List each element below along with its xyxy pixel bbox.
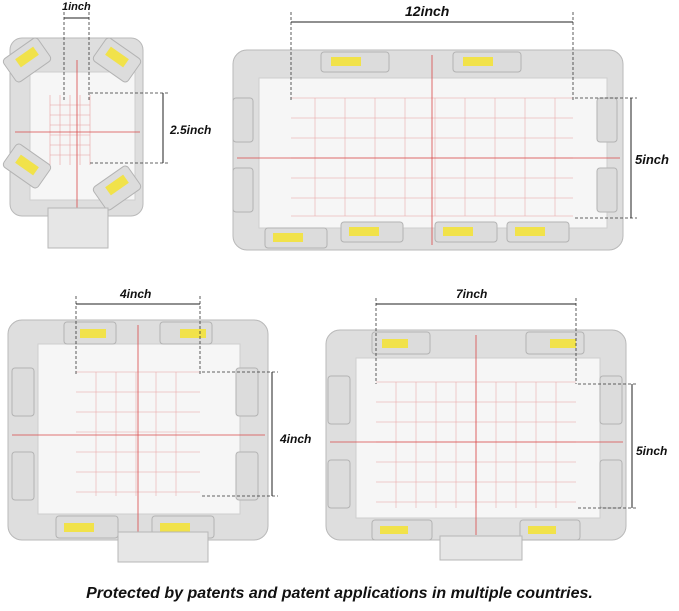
small-hoop (0, 0, 212, 260)
small-width-label: 1inch (62, 1, 91, 13)
medium-width-label: 7inch (456, 287, 488, 301)
large-hoop (225, 0, 679, 260)
small-height-label: 2.5inch (170, 123, 212, 137)
medium-height-label: 5inch (636, 444, 668, 458)
patent-caption: Protected by patents and patent applications in multiple countries. (86, 585, 593, 602)
medium-hoop (320, 280, 679, 580)
large-width-label: 12inch (405, 3, 450, 19)
square-height-label: 4inch (280, 432, 312, 446)
square-width-label: 4inch (120, 287, 152, 301)
square-hoop (0, 280, 320, 580)
large-height-label: 5inch (635, 152, 669, 167)
